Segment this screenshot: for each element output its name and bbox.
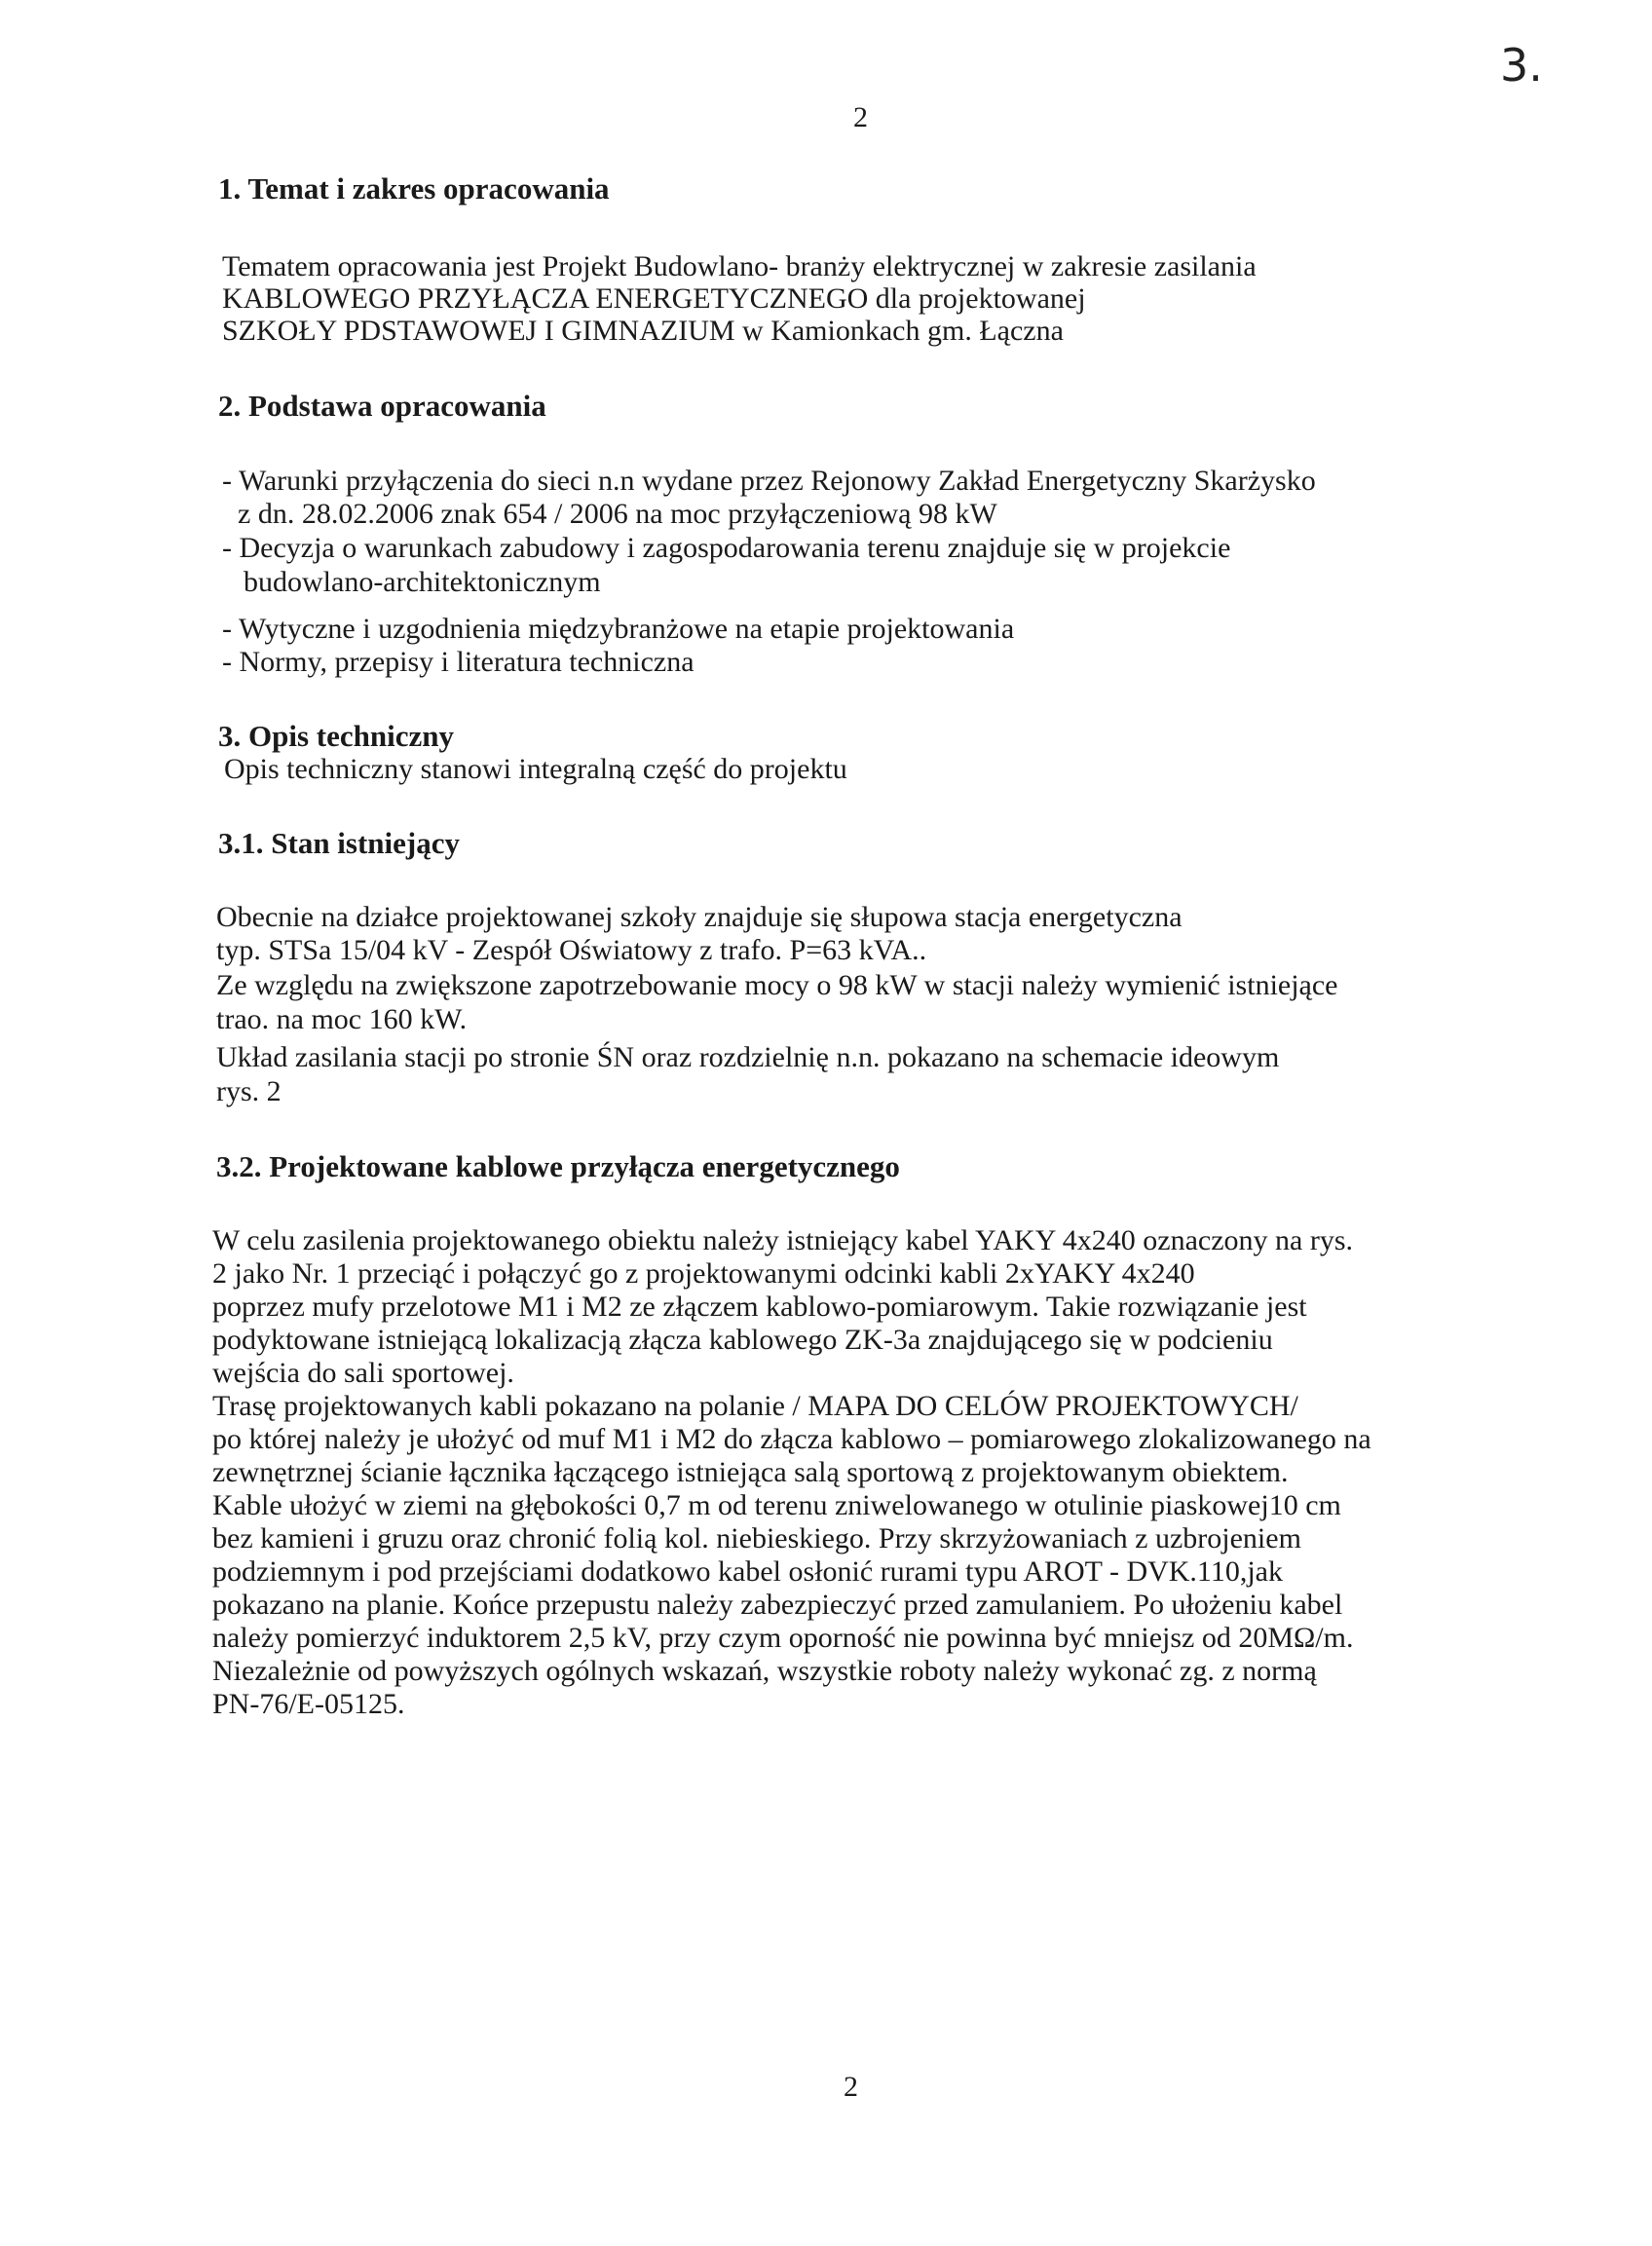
section-1-line: Tematem opracowania jest Projekt Budowlano- branży elektrycznej w zakresie zasilania xyxy=(222,250,1257,282)
section-3-heading: 3. Opis techniczny xyxy=(218,719,454,753)
section-2-line: - Warunki przyłączenia do sieci n.n wydane przez Rejonowy Zakład Energetyczny Skarżysko xyxy=(222,465,1316,497)
section-2-line: - Normy, przepisy i literatura techniczna xyxy=(222,646,695,678)
handwritten-page-mark: 3. xyxy=(1500,39,1543,92)
section-3-2-line: Trasę projektowanych kabli pokazano na polanie / MAPA DO CELÓW PROJEKTOWYCH/ xyxy=(212,1390,1298,1422)
section-3-2-line: wejścia do sali sportowej. xyxy=(212,1357,514,1389)
section-3-2-line: W celu zasilenia projektowanego obiektu należy istniejący kabel YAKY 4x240 oznaczony na rys. xyxy=(212,1224,1353,1256)
section-3-2-heading: 3.2. Projektowane kablowe przyłącza energetycznego xyxy=(216,1149,900,1183)
section-2-heading: 2. Podstawa opracowania xyxy=(218,389,546,423)
section-3-1-line: Obecnie na działce projektowanej szkoły znajduje się słupowa stacja energetyczna xyxy=(216,901,1183,933)
section-3-1-line: rys. 2 xyxy=(216,1075,282,1107)
page-number-top: 2 xyxy=(853,101,868,133)
section-3-1-heading: 3.1. Stan istniejący xyxy=(218,826,460,860)
section-3-2-line: należy pomierzyć induktorem 2,5 kV, przy czym oporność nie powinna być mniejsz od 20MΩ/m. xyxy=(212,1622,1354,1654)
section-3-2-line: podziemnym i pod przejściami dodatkowo kabel osłonić rurami typu AROT - DVK.110,jak xyxy=(212,1555,1283,1588)
section-3-1-line: typ. STSa 15/04 kV - Zespół Oświatowy z trafo. P=63 kVA.. xyxy=(216,934,927,966)
section-1-line: SZKOŁY PDSTAWOWEJ I GIMNAZIUM w Kamionkach gm. Łączna xyxy=(222,315,1064,347)
section-2-line: z dn. 28.02.2006 znak 654 / 2006 na moc przyłączeniową 98 kW xyxy=(238,498,997,530)
section-3-2-line: Kable ułożyć w ziemi na głębokości 0,7 m od terenu zniwelowanego w otulinie piaskowej10 cm xyxy=(212,1489,1341,1521)
section-2-line: - Wytyczne i uzgodnienia międzybranżowe na etapie projektowania xyxy=(222,613,1015,645)
section-3-1-line: Układ zasilania stacji po stronie ŚN oraz rozdzielnię n.n. pokazano na schemacie ideowym xyxy=(216,1041,1280,1073)
section-3-2-line: poprzez mufy przelotowe M1 i M2 ze złączem kablowo-pomiarowym. Takie rozwiązanie jest xyxy=(212,1291,1307,1323)
section-3-2-line: podyktowane istniejącą lokalizacją złącza kablowego ZK-3a znajdującego się w podcieniu xyxy=(212,1324,1273,1356)
section-3-2-line: PN-76/E-05125. xyxy=(212,1688,405,1720)
section-1-heading: 1. Temat i zakres opracowania xyxy=(218,171,610,206)
section-3-1-line: Ze względu na zwiększone zapotrzebowanie mocy o 98 kW w stacji należy wymienić istniejące xyxy=(216,969,1338,1001)
section-3-1-line: trao. na moc 160 kW. xyxy=(216,1003,468,1035)
section-1-line: KABLOWEGO PRZYŁĄCZA ENERGETYCZNEGO dla projektowanej xyxy=(222,282,1086,315)
section-2-line: - Decyzja o warunkach zabudowy i zagospodarowania terenu znajduje się w projekcie xyxy=(222,532,1231,564)
section-3-2-line: po której należy je ułożyć od muf M1 i M2 do złącza kablowo – pomiarowego zlokalizowanego na xyxy=(212,1423,1371,1455)
section-3-2-line: pokazano na planie. Końce przepustu należy zabezpieczyć przed zamulaniem. Po ułożeniu kabel xyxy=(212,1589,1343,1621)
section-3-2-line: zewnętrznej ścianie łącznika łączącego istniejąca salą sportową z projektowanym obiektem. xyxy=(212,1456,1289,1488)
section-2-line: budowlano-architektonicznym xyxy=(244,566,601,598)
section-3-2-line: bez kamieni i gruzu oraz chronić folią kol. niebieskiego. Przy skrzyżowaniach z uzbrojeniem xyxy=(212,1522,1301,1554)
section-3-2-line: Niezależnie od powyższych ogólnych wskazań, wszystkie roboty należy wykonać zg. z normą xyxy=(212,1655,1317,1687)
section-3-line: Opis techniczny stanowi integralną część do projektu xyxy=(224,753,847,785)
page-number-bottom: 2 xyxy=(844,2071,858,2103)
section-3-2-line: 2 jako Nr. 1 przeciąć i połączyć go z projektowanymi odcinki kabli 2xYAKY 4x240 xyxy=(212,1257,1195,1290)
